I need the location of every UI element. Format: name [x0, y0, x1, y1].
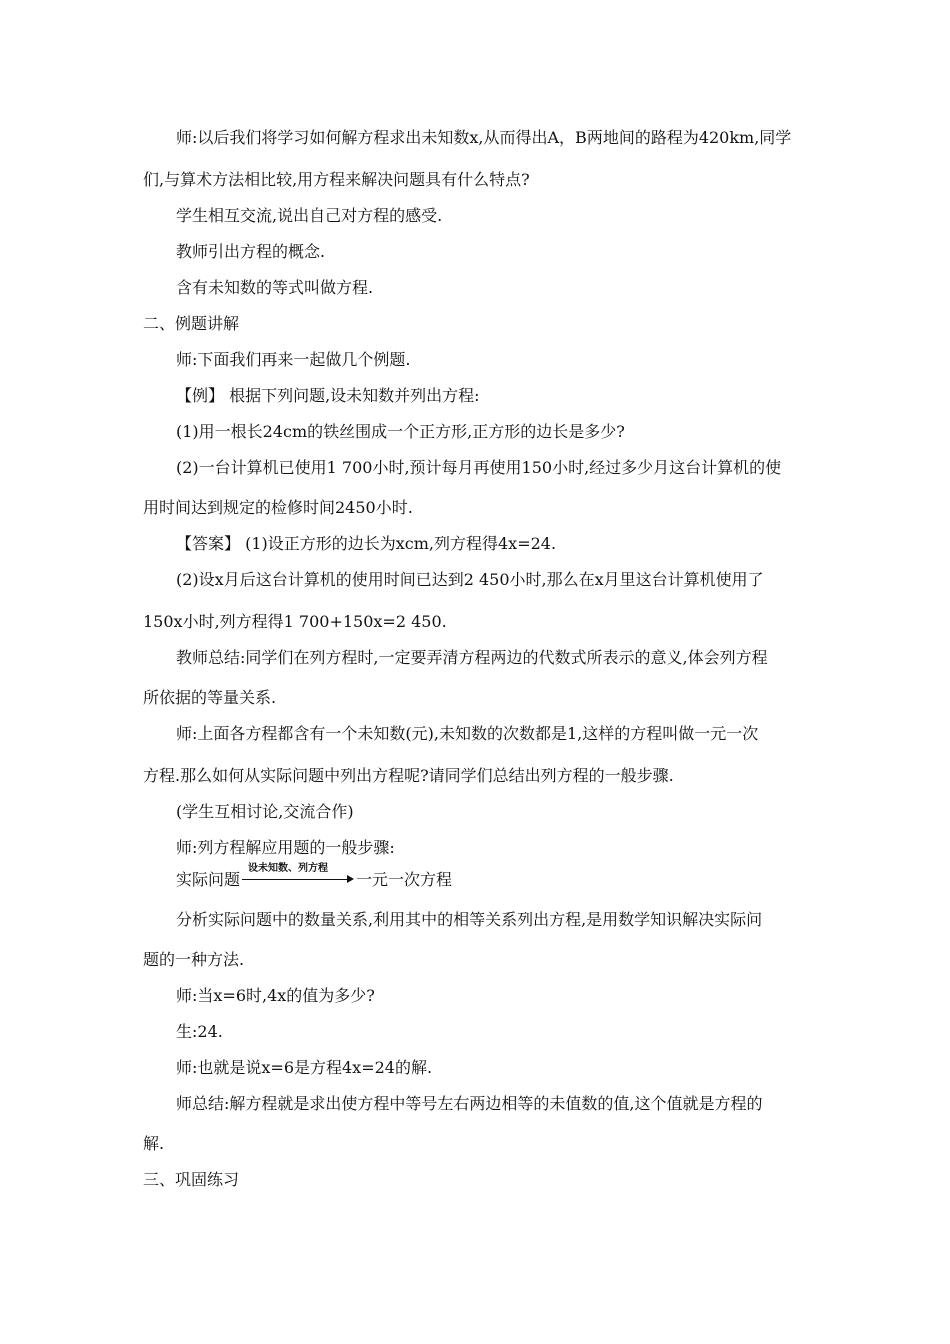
paragraph-line: (2)一台计算机已使用1 700小时,预计每月再使用150小时,经过多少月这台计算机的使 — [176, 458, 782, 477]
paragraph-line: 教师引出方程的概念. — [176, 242, 326, 261]
flow-arrow-label: 设未知数、列方程 — [248, 863, 329, 874]
paragraph-line: 分析实际问题中的数量关系,利用其中的相等关系列出方程,是用数学知识解决实际问 — [176, 910, 763, 929]
section-heading: 三、巩固练习 — [143, 1170, 240, 1189]
section-heading: 二、例题讲解 — [143, 314, 240, 333]
paragraph-line: 师:当x=6时,4x的值为多少? — [176, 986, 375, 1005]
flow-arrow — [242, 863, 354, 890]
paragraph-line: 用时间达到规定的检修时间2450小时. — [143, 498, 413, 517]
paragraph-line: 150x小时,列方程得1 700+150x=2 450. — [143, 612, 447, 631]
arrow-line — [242, 879, 348, 880]
paragraph-line: 题的一种方法. — [143, 950, 245, 969]
paragraph-line: 含有未知数的等式叫做方程. — [176, 278, 374, 297]
paragraph-line: 师总结:解方程就是求出使方程中等号左右两边相等的未值数的值,这个值就是方程的 — [176, 1094, 763, 1113]
paragraph-line: 教师总结:同学们在列方程时,一定要弄清方程两边的代数式所表示的意义,体会列方程 — [176, 648, 768, 667]
paragraph-line: 师:列方程解应用题的一般步骤: — [176, 838, 395, 857]
paragraph-line: 解. — [143, 1134, 165, 1153]
flow-start: 实际问题 — [176, 870, 241, 889]
paragraph-line: 师:下面我们再来一起做几个例题. — [176, 350, 411, 369]
paragraph-line: 师:上面各方程都含有一个未知数(元),未知数的次数都是1,这样的方程叫做一元一次 — [176, 724, 759, 743]
arrow-right-icon — [347, 875, 354, 883]
flow-end: 一元一次方程 — [356, 870, 453, 889]
flow-diagram — [176, 863, 453, 890]
paragraph-line: 生:24. — [176, 1022, 223, 1041]
paragraph-line: (2)设x月后这台计算机的使用时间已达到2 450小时,那么在x月里这台计算机使用了 — [176, 570, 764, 589]
paragraph-line: 师:以后我们将学习如何解方程求出未知数x,从而得出A，B两地间的路程为420km,同学 — [176, 128, 792, 147]
paragraph-line: 学生相互交流,说出自己对方程的感受. — [176, 206, 443, 225]
example-heading: 【例】 根据下列问题,设未知数并列出方程: — [176, 386, 480, 405]
paragraph-line: 师:也就是说x=6是方程4x=24的解. — [176, 1058, 433, 1077]
paragraph-line: 方程.那么如何从实际问题中列出方程呢?请同学们总结出列方程的一般步骤. — [143, 766, 674, 785]
paragraph-line: 们,与算术方法相比较,用方程来解决问题具有什么特点? — [143, 170, 530, 189]
paragraph-line: (学生互相讨论,交流合作) — [176, 802, 354, 821]
paragraph-line: 所依据的等量关系. — [143, 688, 277, 707]
paragraph-line: (1)用一根长24cm的铁丝围成一个正方形,正方形的边长是多少? — [176, 422, 625, 441]
answer-line: 【答案】 (1)设正方形的边长为xcm,列方程得4x=24. — [176, 534, 557, 553]
